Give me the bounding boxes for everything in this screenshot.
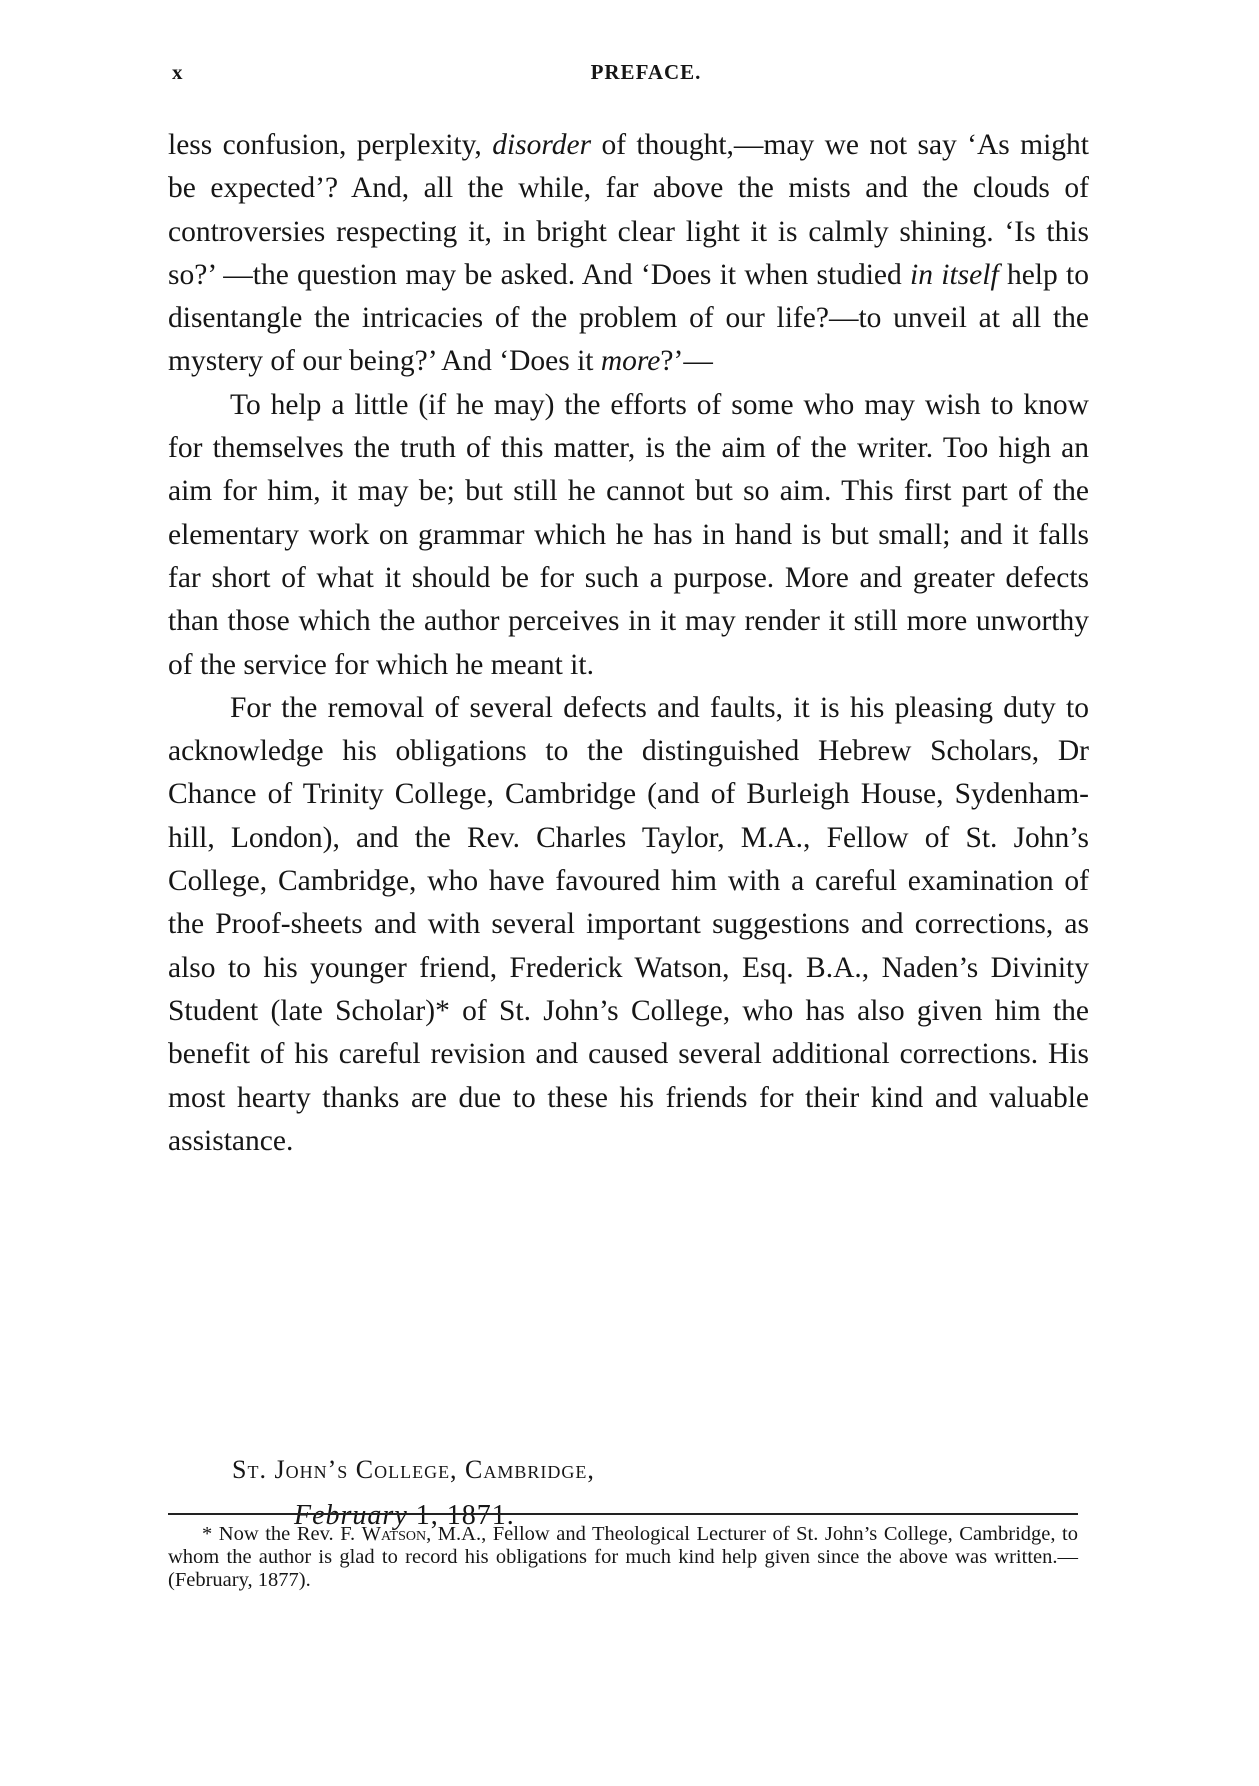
signature-date-rest: 1, 1871. — [407, 1500, 515, 1531]
page-number: x — [172, 60, 184, 84]
signature-date-month: February — [294, 1500, 408, 1531]
footnote-before: * Now the Rev. F. — [202, 1523, 362, 1545]
paragraph-2 — [168, 384, 1089, 687]
text-segment: ?’— — [660, 345, 713, 378]
italic-segment: more — [600, 345, 661, 378]
body-text — [168, 124, 1089, 1163]
running-head — [172, 60, 1080, 94]
signature-place: St. John’s College, Cambridge, — [232, 1455, 595, 1484]
text-segment: of thought,—may we not say ‘As might be expected’? And, all the while, far above the mists and the clouds of controversies respecting it, in bright clear light it is calmly shining. ‘Is this so?’ —the question may be asked. And ‘Does it when studied — [168, 129, 1090, 291]
italic-segment: in itself — [910, 258, 999, 291]
footnote-after: , M.A., Fellow and Theological Lecturer of St. John’s College, Cambridge, to whom the author is glad to record his obligations for much kind help given since the above was written.—(February, 1877). — [168, 1523, 1078, 1591]
paragraph-3 — [168, 687, 1089, 1163]
text-segment: For the removal of several defects and faults, it is his pleasing duty to acknowledge his obligations to the distinguished Hebrew Scholars, Dr Chance of Trinity College, Cambridge (and of Burleigh House, Sydenham-hill, London), and the Rev. Charles Taylor, M.A., Fellow of St. John’s College, Cambridge, who have favoured him with a careful examination of the Proof-sheets and with several important suggestions and corrections, as also to his younger friend, Frederick Watson, Esq. B.A., Naden’s Divinity Student (late Scholar)* of St. John’s College, who has also given him the benefit of his careful revision and caused several additional corrections. His most hearty thanks are due to these his friends for their kind and valuable assistance. — [168, 691, 1089, 1157]
italic-segment: disorder — [492, 129, 592, 161]
text-segment: To help a little (if he may) the efforts of some who may wish to know for themselves the truth of this matter, is the aim of the writer. Too high an aim for him, it may be; but still he cannot but so aim. This first part of the elementary work on grammar which he has in hand is but small; and it falls far short of what it should be for such a purpose. More and greater defects than those which the author perceives in it may render it still more unworthy of the service for which he meant it. — [168, 388, 1089, 681]
paragraph-1 — [168, 124, 1089, 384]
running-head-title: PREFACE. — [590, 60, 702, 84]
footnote — [168, 1523, 1078, 1592]
text-segment: help to disentangle the intricacies of the problem of our life?—to unveil at all the mystery of our being?’ And ‘Does it — [168, 258, 1089, 378]
footnote-name: Watson — [361, 1523, 427, 1545]
text-segment: less confusion, perplexity, — [168, 129, 493, 161]
footnote-rule — [168, 1513, 1078, 1515]
